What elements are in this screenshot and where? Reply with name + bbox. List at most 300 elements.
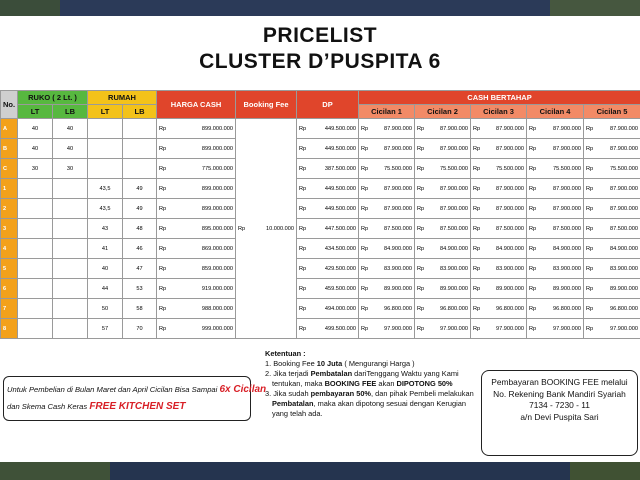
currency-label: Rp — [361, 245, 369, 252]
ruko-lt-cell — [18, 279, 53, 299]
rumah-lt-cell: 43,5 — [88, 199, 123, 219]
cicilan-cell — [415, 199, 471, 219]
cicilan-value: 75.500.000 — [553, 165, 582, 172]
page-subtitle: CLUSTER D’PUSPITA 6 — [199, 50, 441, 73]
cicilan-value: 87.900.000 — [553, 205, 582, 212]
cicilan-value: 87.900.000 — [384, 145, 413, 152]
ruko-lt-cell — [18, 239, 53, 259]
currency-label: Rp — [361, 185, 369, 192]
terms-text: , maka akan dipotong sesuai dengan Kerugian yang telah ada. — [272, 399, 466, 418]
currency-label: Rp — [417, 165, 425, 172]
cicilan-value: 87.900.000 — [440, 145, 469, 152]
cicilan-cell — [359, 199, 415, 219]
currency-label: Rp — [529, 285, 537, 292]
currency-label: Rp — [417, 285, 425, 292]
rumah-lt-cell: 44 — [88, 279, 123, 299]
harga-cash-cell — [157, 239, 236, 259]
cicilan-cell — [471, 179, 527, 199]
currency-label: Rp — [473, 225, 481, 232]
currency-label: Rp — [159, 285, 167, 292]
promo-line-1 — [7, 384, 266, 395]
cicilan-cell — [471, 199, 527, 219]
terms-bold: Pembatalan — [272, 399, 314, 408]
cicilan-cell — [527, 219, 584, 239]
cicilan-cell — [415, 279, 471, 299]
cicilan-value: 87.500.000 — [496, 225, 525, 232]
currency-label: Rp — [159, 225, 167, 232]
promo-highlight: FREE KITCHEN SET — [89, 401, 186, 412]
header-harga-cash: HARGA CASH — [157, 91, 236, 119]
terms-notes — [265, 349, 480, 419]
price-table-body — [1, 119, 640, 339]
cicilan-cell — [471, 159, 527, 179]
cicilan-cell — [584, 159, 640, 179]
cicilan-value: 87.900.000 — [553, 185, 582, 192]
currency-label: Rp — [586, 285, 594, 292]
dp-cell — [297, 279, 359, 299]
row-number: 5 — [1, 259, 18, 279]
currency-label: Rp — [299, 245, 307, 252]
rumah-lt-cell: 57 — [88, 319, 123, 339]
currency-label: Rp — [529, 245, 537, 252]
dp-cell — [297, 179, 359, 199]
harga-value: 869.000.000 — [201, 245, 234, 252]
header-rumah-lb: LB — [123, 105, 157, 119]
promo-box — [3, 376, 267, 421]
cicilan-value: 87.900.000 — [610, 145, 639, 152]
ruko-lb-cell — [53, 259, 88, 279]
rumah-lt-cell: 43 — [88, 219, 123, 239]
table-row — [1, 139, 640, 159]
cicilan-value: 87.900.000 — [496, 185, 525, 192]
promo-text: dan Skema Cash Keras — [7, 402, 90, 411]
background-bottom-strip — [0, 462, 640, 480]
cicilan-cell — [584, 179, 640, 199]
dp-cell — [297, 319, 359, 339]
currency-label: Rp — [529, 165, 537, 172]
currency-label: Rp — [529, 205, 537, 212]
page-title: PRICELIST — [262, 24, 378, 47]
rumah-lb-cell — [123, 119, 157, 139]
currency-label: Rp — [299, 325, 307, 332]
ruko-lt-cell — [18, 319, 53, 339]
ruko-lt-cell — [18, 259, 53, 279]
ruko-lb-cell — [53, 239, 88, 259]
harga-value: 988.000.000 — [201, 305, 234, 312]
ruko-lb-cell — [53, 279, 88, 299]
cicilan-cell — [584, 319, 640, 339]
currency-label: Rp — [299, 305, 307, 312]
dp-value: 459.500.000 — [324, 285, 357, 292]
currency-label: Rp — [473, 125, 481, 132]
table-row — [1, 239, 640, 259]
harga-value: 899.000.000 — [201, 145, 234, 152]
table-row — [1, 259, 640, 279]
harga-value: 775.000.000 — [201, 165, 234, 172]
currency-label: Rp — [159, 325, 167, 332]
cicilan-cell — [527, 239, 584, 259]
currency-label: Rp — [473, 145, 481, 152]
rumah-lb-cell: 53 — [123, 279, 157, 299]
cicilan-cell — [415, 219, 471, 239]
dp-value: 434.500.000 — [324, 245, 357, 252]
header-rumah: RUMAH — [88, 91, 157, 105]
leaf-decoration — [550, 0, 640, 16]
rumah-lt-cell: 41 — [88, 239, 123, 259]
cicilan-value: 75.500.000 — [610, 165, 639, 172]
terms-bold: Pembatalan — [310, 369, 353, 378]
cicilan-value: 87.900.000 — [610, 205, 639, 212]
promo-line-2 — [7, 401, 185, 412]
cicilan-value: 87.500.000 — [553, 225, 582, 232]
cicilan-cell — [584, 219, 640, 239]
harga-cash-cell — [157, 259, 236, 279]
cicilan-value: 87.900.000 — [610, 185, 639, 192]
currency-label: Rp — [361, 305, 369, 312]
currency-label: Rp — [361, 225, 369, 232]
cicilan-value: 89.900.000 — [553, 285, 582, 292]
cicilan-cell — [527, 119, 584, 139]
cicilan-cell — [471, 259, 527, 279]
rumah-lb-cell: 58 — [123, 299, 157, 319]
cicilan-cell — [359, 239, 415, 259]
currency-label: Rp — [529, 325, 537, 332]
currency-label: Rp — [159, 125, 167, 132]
cicilan-value: 87.500.000 — [440, 225, 469, 232]
ruko-lt-cell — [18, 179, 53, 199]
currency-label: Rp — [529, 265, 537, 272]
currency-label: Rp — [299, 185, 307, 192]
currency-label: Rp — [299, 265, 307, 272]
harga-cash-cell — [157, 119, 236, 139]
currency-label: Rp — [417, 205, 425, 212]
cicilan-cell — [415, 119, 471, 139]
harga-cash-cell — [157, 139, 236, 159]
dp-value: 494.000.000 — [324, 305, 357, 312]
currency-label: Rp — [299, 225, 307, 232]
currency-label: Rp — [417, 265, 425, 272]
currency-label: Rp — [586, 125, 594, 132]
dp-cell — [297, 159, 359, 179]
rumah-lt-cell — [88, 139, 123, 159]
rumah-lb-cell: 48 — [123, 219, 157, 239]
cicilan-cell — [527, 179, 584, 199]
cicilan-value: 87.900.000 — [610, 125, 639, 132]
cicilan-cell — [359, 219, 415, 239]
cicilan-cell — [359, 119, 415, 139]
cicilan-cell — [359, 299, 415, 319]
currency-label: Rp — [159, 305, 167, 312]
cicilan-cell — [359, 179, 415, 199]
header-ruko: RUKO ( 2 Lt. ) — [18, 91, 88, 105]
terms-item-1 — [265, 359, 480, 369]
cicilan-value: 97.900.000 — [440, 325, 469, 332]
header-ruko-lt: LT — [18, 105, 53, 119]
cicilan-value: 89.900.000 — [496, 285, 525, 292]
booking-fee-cell — [236, 119, 297, 339]
cicilan-value: 97.900.000 — [496, 325, 525, 332]
cicilan-cell — [471, 279, 527, 299]
cicilan-value: 89.900.000 — [440, 285, 469, 292]
cicilan-cell — [359, 159, 415, 179]
cicilan-cell — [527, 199, 584, 219]
terms-text: akan — [376, 379, 397, 388]
currency-label: Rp — [299, 205, 307, 212]
rumah-lt-cell: 50 — [88, 299, 123, 319]
booking-fee-value: 10.000.000 — [266, 225, 295, 232]
currency-label: Rp — [586, 205, 594, 212]
currency-label: Rp — [299, 125, 307, 132]
currency-label: Rp — [586, 185, 594, 192]
cicilan-value: 96.800.000 — [496, 305, 525, 312]
row-number: 4 — [1, 239, 18, 259]
row-number: 3 — [1, 219, 18, 239]
cicilan-value: 84.900.000 — [440, 245, 469, 252]
ruko-lt-cell — [18, 299, 53, 319]
header-no: No. — [1, 91, 18, 119]
cicilan-cell — [471, 299, 527, 319]
ruko-lb-cell — [53, 299, 88, 319]
rumah-lb-cell: 47 — [123, 259, 157, 279]
cicilan-value: 87.900.000 — [384, 125, 413, 132]
ruko-lb-cell: 40 — [53, 139, 88, 159]
currency-label: Rp — [417, 225, 425, 232]
cicilan-value: 89.900.000 — [384, 285, 413, 292]
promo-text: Untuk Pembelian di Bulan Maret dan April Cicilan Bisa Sampai — [7, 385, 220, 394]
currency-label: Rp — [417, 125, 425, 132]
harga-value: 919.000.000 — [201, 285, 234, 292]
terms-text: dariTenggang Waktu yang Kami tentukan, maka — [272, 369, 459, 388]
header-cicilan-3: Cicilan 3 — [471, 105, 527, 119]
dp-value: 387.500.000 — [324, 165, 357, 172]
ruko-lb-cell — [53, 319, 88, 339]
terms-text: , dan pihak Pembeli melakukan — [371, 389, 474, 398]
currency-label: Rp — [159, 185, 167, 192]
row-number: 1 — [1, 179, 18, 199]
cicilan-value: 87.900.000 — [440, 185, 469, 192]
header-cicilan-1: Cicilan 1 — [359, 105, 415, 119]
dp-cell — [297, 299, 359, 319]
promo-highlight: 6x Cicilan — [219, 384, 267, 395]
bank-account-holder: a/n Devi Puspita Sari — [520, 411, 599, 422]
currency-label: Rp — [473, 205, 481, 212]
header-cicilan-4: Cicilan 4 — [527, 105, 584, 119]
cicilan-value: 87.900.000 — [553, 145, 582, 152]
rumah-lt-cell — [88, 119, 123, 139]
harga-value: 859.000.000 — [201, 265, 234, 272]
cicilan-value: 83.900.000 — [384, 265, 413, 272]
table-row — [1, 299, 640, 319]
harga-value: 899.000.000 — [201, 185, 234, 192]
currency-label: Rp — [417, 145, 425, 152]
bank-line-1: Pembayaran BOOKING FEE melalui — [491, 377, 628, 387]
dp-value: 429.500.000 — [324, 265, 357, 272]
harga-cash-cell — [157, 219, 236, 239]
dp-value: 449.500.000 — [324, 125, 357, 132]
cicilan-value: 87.900.000 — [496, 145, 525, 152]
currency-label: Rp — [473, 305, 481, 312]
harga-value: 899.000.000 — [201, 125, 234, 132]
cicilan-value: 87.500.000 — [610, 225, 639, 232]
dp-cell — [297, 119, 359, 139]
harga-cash-cell — [157, 179, 236, 199]
header-booking-fee: Booking Fee — [236, 91, 297, 119]
dp-value: 499.500.000 — [324, 325, 357, 332]
terms-bold: pembayaran 50% — [310, 389, 371, 398]
leaf-decoration — [0, 0, 60, 16]
currency-label: Rp — [586, 245, 594, 252]
harga-value: 895.000.000 — [201, 225, 234, 232]
dp-value: 449.500.000 — [324, 185, 357, 192]
cicilan-cell — [359, 279, 415, 299]
table-row — [1, 119, 640, 139]
row-number: B — [1, 139, 18, 159]
currency-label: Rp — [586, 305, 594, 312]
cicilan-cell — [584, 279, 640, 299]
cicilan-cell — [584, 199, 640, 219]
currency-label: Rp — [473, 185, 481, 192]
row-number: A — [1, 119, 18, 139]
cicilan-value: 87.900.000 — [440, 125, 469, 132]
cicilan-cell — [415, 159, 471, 179]
cicilan-value: 87.900.000 — [384, 205, 413, 212]
cicilan-value: 87.900.000 — [553, 125, 582, 132]
currency-label: Rp — [586, 225, 594, 232]
currency-label: Rp — [361, 165, 369, 172]
currency-label: Rp — [586, 145, 594, 152]
currency-label: Rp — [417, 325, 425, 332]
table-row — [1, 159, 640, 179]
cicilan-cell — [527, 279, 584, 299]
currency-label: Rp — [299, 145, 307, 152]
terms-text: 3. Jika sudah — [265, 389, 311, 398]
ruko-lt-cell: 40 — [18, 119, 53, 139]
dp-value: 447.500.000 — [324, 225, 357, 232]
table-row — [1, 179, 640, 199]
terms-bold: DIPOTONG 50% — [396, 379, 453, 388]
ruko-lb-cell: 40 — [53, 119, 88, 139]
currency-label: Rp — [417, 305, 425, 312]
dp-value: 449.500.000 — [324, 145, 357, 152]
cicilan-value: 87.900.000 — [496, 125, 525, 132]
cicilan-value: 83.900.000 — [610, 265, 639, 272]
currency-label: Rp — [361, 205, 369, 212]
cicilan-cell — [471, 139, 527, 159]
table-row — [1, 199, 640, 219]
currency-label: Rp — [529, 125, 537, 132]
cicilan-value: 83.900.000 — [440, 265, 469, 272]
cicilan-cell — [584, 259, 640, 279]
cicilan-value: 97.900.000 — [384, 325, 413, 332]
cicilan-value: 84.900.000 — [553, 245, 582, 252]
currency-label: Rp — [473, 245, 481, 252]
bank-info-box — [481, 370, 638, 456]
cicilan-cell — [415, 139, 471, 159]
row-number: C — [1, 159, 18, 179]
dp-cell — [297, 259, 359, 279]
terms-title: Ketentuan : — [265, 349, 306, 358]
cicilan-value: 83.900.000 — [496, 265, 525, 272]
table-row — [1, 219, 640, 239]
rumah-lb-cell — [123, 139, 157, 159]
cicilan-value: 87.500.000 — [384, 225, 413, 232]
bank-line-2: No. Rekening Bank Mandiri Syariah — [493, 388, 626, 399]
rumah-lb-cell — [123, 159, 157, 179]
terms-text: 1. Booking Fee — [265, 359, 317, 368]
harga-cash-cell — [157, 299, 236, 319]
rumah-lb-cell: 49 — [123, 199, 157, 219]
currency-label: Rp — [361, 265, 369, 272]
cicilan-cell — [359, 319, 415, 339]
cicilan-value: 97.900.000 — [553, 325, 582, 332]
cicilan-value: 84.900.000 — [384, 245, 413, 252]
cicilan-cell — [527, 259, 584, 279]
header-cash-bertahap: CASH BERTAHAP — [359, 91, 640, 105]
cicilan-value: 96.800.000 — [440, 305, 469, 312]
cicilan-value: 97.900.000 — [610, 325, 639, 332]
cicilan-cell — [415, 239, 471, 259]
currency-label: Rp — [473, 265, 481, 272]
table-row — [1, 279, 640, 299]
terms-bold: 10 Juta — [316, 359, 343, 368]
harga-cash-cell — [157, 159, 236, 179]
currency-label: Rp — [159, 205, 167, 212]
cicilan-value: 75.500.000 — [384, 165, 413, 172]
rumah-lb-cell: 49 — [123, 179, 157, 199]
currency-label: Rp — [417, 185, 425, 192]
currency-label: Rp — [299, 165, 307, 172]
currency-label: Rp — [159, 165, 167, 172]
cicilan-cell — [584, 139, 640, 159]
cicilan-value: 75.500.000 — [440, 165, 469, 172]
dp-cell — [297, 219, 359, 239]
currency-label: Rp — [159, 145, 167, 152]
cicilan-value: 87.900.000 — [440, 205, 469, 212]
cicilan-cell — [471, 119, 527, 139]
rumah-lt-cell — [88, 159, 123, 179]
cicilan-cell — [527, 299, 584, 319]
row-number: 7 — [1, 299, 18, 319]
currency-label: Rp — [586, 165, 594, 172]
row-number: 2 — [1, 199, 18, 219]
harga-value: 899.000.000 — [201, 205, 234, 212]
dp-value: 449.500.000 — [324, 205, 357, 212]
currency-label: Rp — [159, 245, 167, 252]
terms-bold: BOOKING FEE — [324, 379, 377, 388]
cicilan-cell — [359, 139, 415, 159]
cicilan-cell — [415, 179, 471, 199]
currency-label: Rp — [238, 225, 246, 232]
terms-item-2 — [265, 369, 480, 389]
row-number: 8 — [1, 319, 18, 339]
table-row — [1, 319, 640, 339]
currency-label: Rp — [529, 305, 537, 312]
rumah-lt-cell: 43,5 — [88, 179, 123, 199]
currency-label: Rp — [299, 285, 307, 292]
cicilan-cell — [527, 139, 584, 159]
ruko-lb-cell — [53, 199, 88, 219]
ruko-lb-cell — [53, 179, 88, 199]
currency-label: Rp — [361, 285, 369, 292]
cicilan-cell — [584, 239, 640, 259]
cicilan-cell — [415, 319, 471, 339]
ruko-lb-cell: 30 — [53, 159, 88, 179]
cicilan-cell — [527, 159, 584, 179]
header-cicilan-5: Cicilan 5 — [584, 105, 640, 119]
harga-cash-cell — [157, 279, 236, 299]
currency-label: Rp — [473, 285, 481, 292]
cicilan-cell — [359, 259, 415, 279]
